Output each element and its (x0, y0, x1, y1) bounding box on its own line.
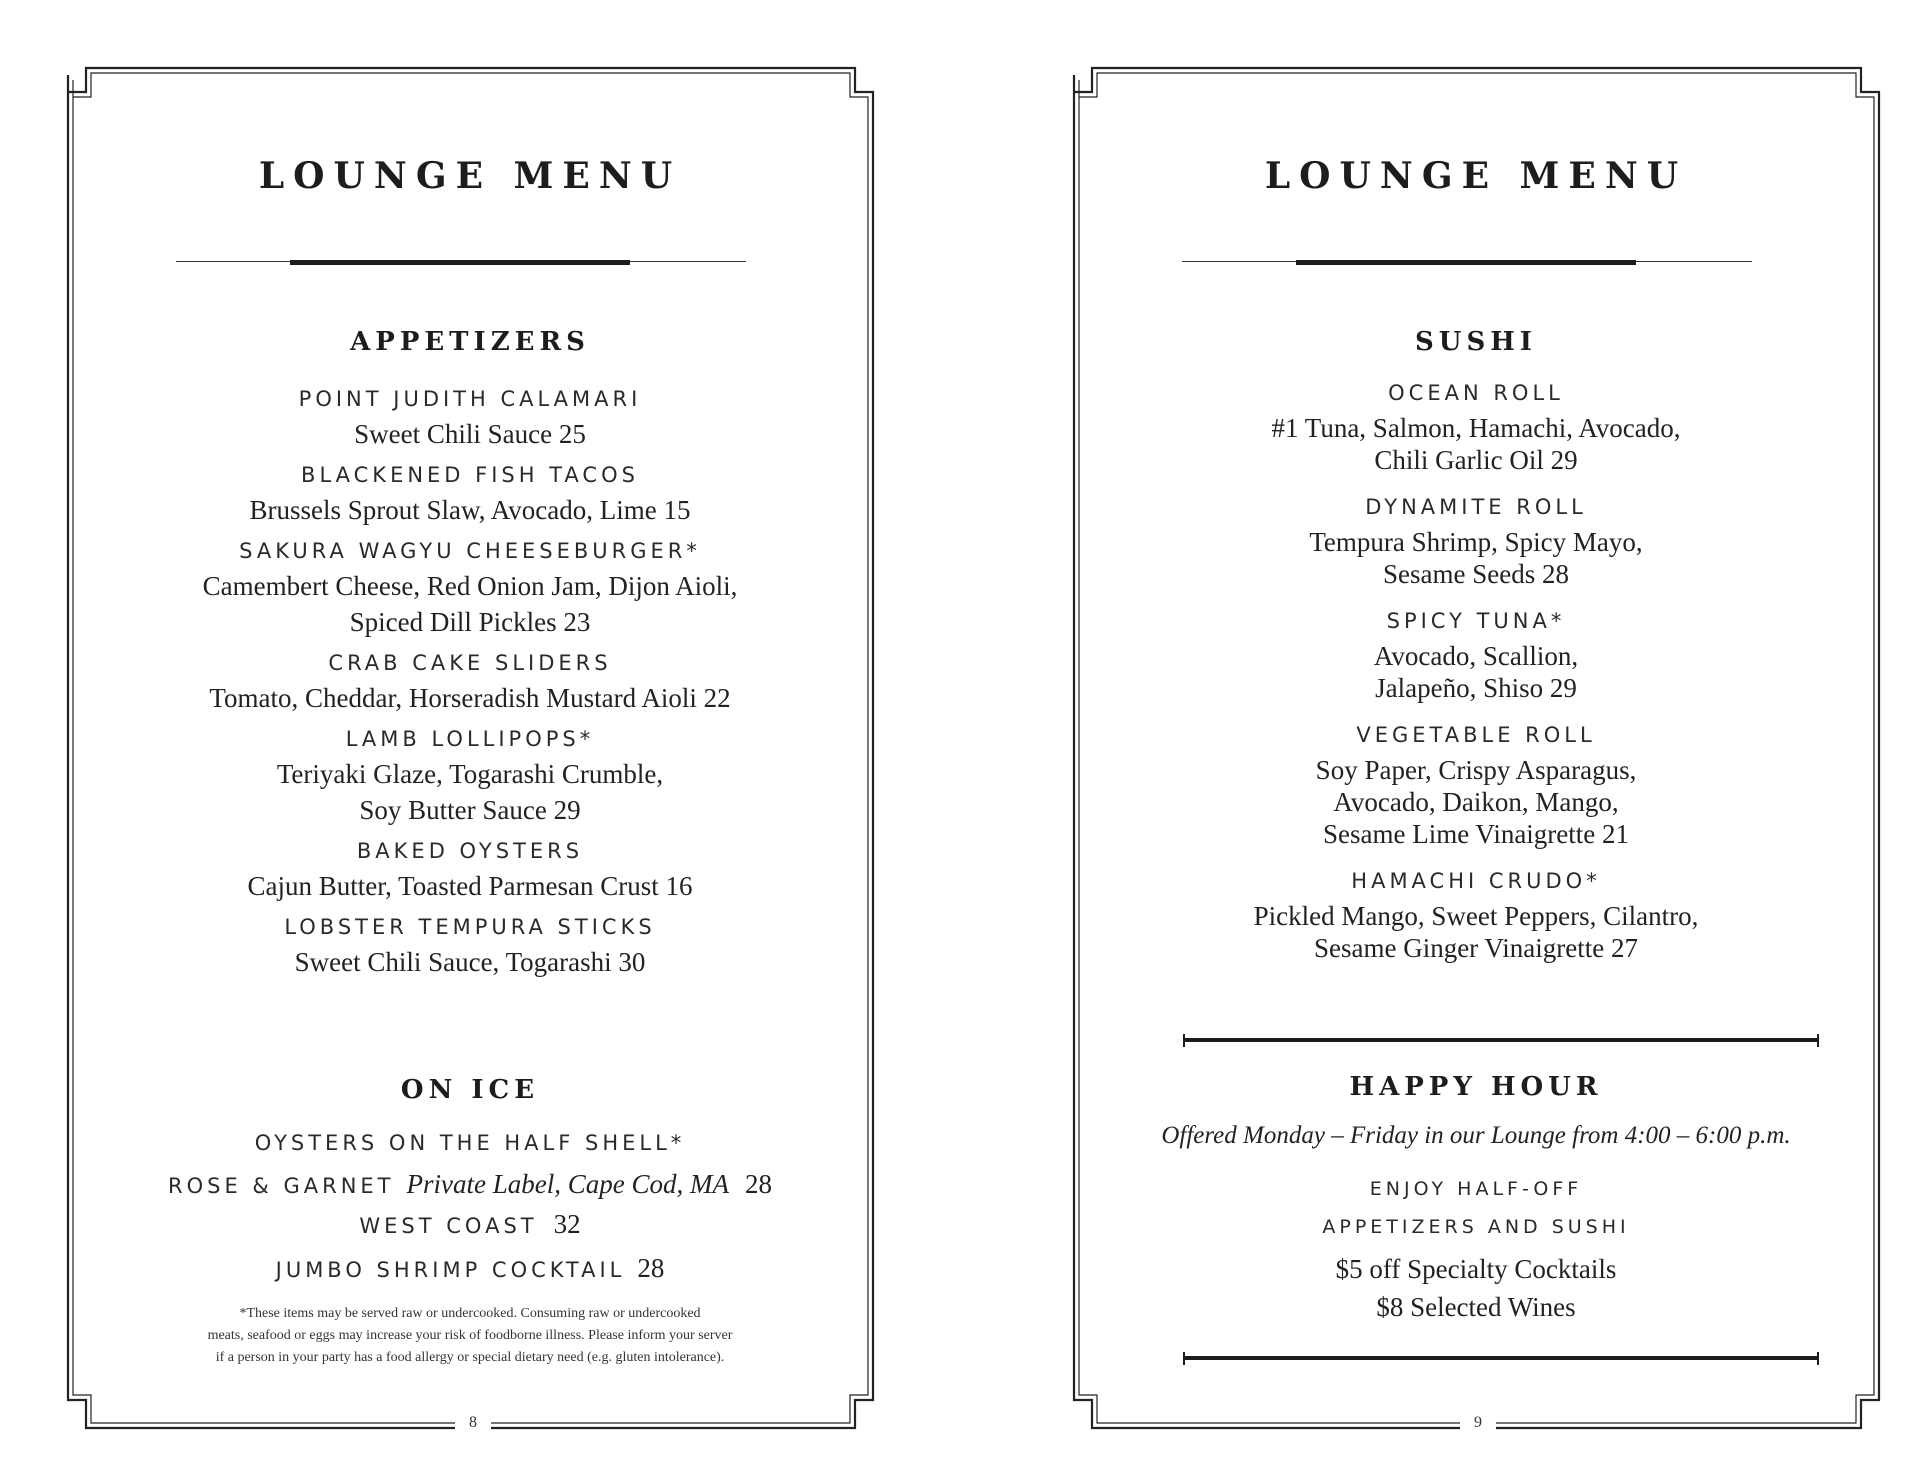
menu-item-price: 28 (637, 1253, 665, 1283)
menu-item-description: Spiced Dill Pickles 23 (349, 607, 591, 637)
menu-item-name: SPICY TUNA* (1386, 609, 1566, 633)
title-divider (1182, 255, 1752, 269)
happy-hour-top-rule (1183, 1034, 1819, 1048)
menu-item-name: VEGETABLE ROLL (1356, 723, 1596, 747)
menu-item-description: Soy Butter Sauce 29 (359, 795, 581, 825)
menu-item-name: OYSTERS ON THE HALF SHELL* (254, 1131, 686, 1155)
menu-item-description: Chili Garlic Oil 29 (1374, 445, 1578, 475)
menu-item-price: 28 (744, 1169, 772, 1199)
menu-item-name: POINT JUDITH CALAMARI (298, 387, 642, 411)
happy-hour-section (1086, 1072, 1866, 1330)
happy-hour-bottom-rule (1183, 1352, 1819, 1366)
menu-item-name: BLACKENED FISH TACOS (301, 463, 639, 487)
menu-item-description: Avocado, Scallion, (1373, 641, 1579, 671)
west-coast-row (80, 1209, 860, 1253)
section-heading-happy-hour: HAPPY HOUR (1349, 1072, 1603, 1102)
menu-item-description: Soy Paper, Crispy Asparagus, (1315, 755, 1637, 785)
menu-item-name: JUMBO SHRIMP COCKTAIL (275, 1258, 626, 1282)
menu-item-description: Brussels Sprout Slaw, Avocado, Lime 15 (249, 495, 691, 525)
on-ice-section (80, 1075, 860, 1369)
section-heading-sushi: SUSHI (1415, 327, 1537, 357)
menu-item-description: Sesame Seeds 28 (1383, 559, 1569, 589)
footnote-line: if a person in your party has a food allergy or special dietary need (e.g. gluten intolerance). (215, 1350, 725, 1365)
happy-hour-offer: APPETIZERS AND SUSHI (1322, 1216, 1630, 1238)
menu-item-description: Pickled Mango, Sweet Peppers, Cilantro, (1253, 901, 1699, 931)
footnote-line: meats, seafood or eggs may increase your risk of foodborne illness. Please inform your server (207, 1328, 733, 1343)
menu-item-name: CRAB CAKE SLIDERS (328, 651, 612, 675)
menu-item-description: Cajun Butter, Toasted Parmesan Crust 16 (247, 871, 693, 901)
menu-item-description: Teriyaki Glaze, Togarashi Crumble, (276, 759, 664, 789)
footnote-line: *These items may be served raw or undercooked. Consuming raw or undercooked (239, 1306, 701, 1321)
menu-item-name: BAKED OYSTERS (356, 839, 584, 863)
menu-item-name: DYNAMITE ROLL (1365, 495, 1587, 519)
menu-item-description: Tomato, Cheddar, Horseradish Mustard Aioli 22 (209, 683, 731, 713)
menu-item-description: Jalapeño, Shiso 29 (1375, 673, 1577, 703)
title-divider (176, 255, 746, 269)
section-heading-appetizers: APPETIZERS (350, 327, 590, 357)
menu-item-description: Avocado, Daikon, Mango, (1333, 787, 1619, 817)
happy-hour-offer: $5 off Specialty Cocktails (1335, 1254, 1617, 1284)
menu-item-name: OCEAN ROLL (1388, 381, 1564, 405)
sushi-section (1086, 327, 1866, 973)
section-heading-on-ice: ON ICE (400, 1075, 540, 1105)
menu-item-description: #1 Tuna, Salmon, Hamachi, Avocado, (1271, 413, 1681, 443)
shrimp-row (80, 1253, 860, 1297)
menu-item-origin: Private Label, Cape Cod, MA (406, 1169, 729, 1199)
menu-item-description: Sweet Chili Sauce 25 (354, 419, 586, 449)
menu-item-name: LOBSTER TEMPURA STICKS (284, 915, 656, 939)
page-title: LOUNGE MENU (258, 155, 682, 197)
happy-hour-offer: $8 Selected Wines (1376, 1292, 1576, 1322)
menu-item-description: Camembert Cheese, Red Onion Jam, Dijon Aioli, (202, 571, 738, 601)
rose-garnet-row (80, 1169, 860, 1209)
page-number: 9 (1460, 1414, 1496, 1432)
menu-item-description: Sweet Chili Sauce, Togarashi 30 (294, 947, 646, 977)
happy-hour-schedule: Offered Monday – Friday in our Lounge from 4:00 – 6:00 p.m. (1161, 1122, 1791, 1149)
menu-item-name: LAMB LOLLIPOPS* (345, 727, 595, 751)
allergy-footnote (80, 1303, 860, 1369)
happy-hour-offer: ENJOY HALF-OFF (1369, 1178, 1583, 1200)
menu-item-name: SAKURA WAGYU CHEESEBURGER* (239, 539, 701, 563)
appetizers-section (80, 327, 860, 987)
page-title: LOUNGE MENU (1264, 155, 1688, 197)
menu-item-description: Sesame Lime Vinaigrette 21 (1322, 819, 1630, 849)
menu-item-name: ROSE & GARNET (168, 1174, 395, 1198)
menu-item-description: Sesame Ginger Vinaigrette 27 (1313, 933, 1639, 963)
menu-item-name: WEST COAST (359, 1214, 538, 1238)
menu-item-price: 32 (553, 1209, 581, 1239)
menu-item-name: HAMACHI CRUDO* (1351, 869, 1601, 893)
menu-page-right (1006, 0, 1920, 1484)
page-number: 8 (455, 1414, 491, 1432)
menu-item-description: Tempura Shrimp, Spicy Mayo, (1309, 527, 1643, 557)
